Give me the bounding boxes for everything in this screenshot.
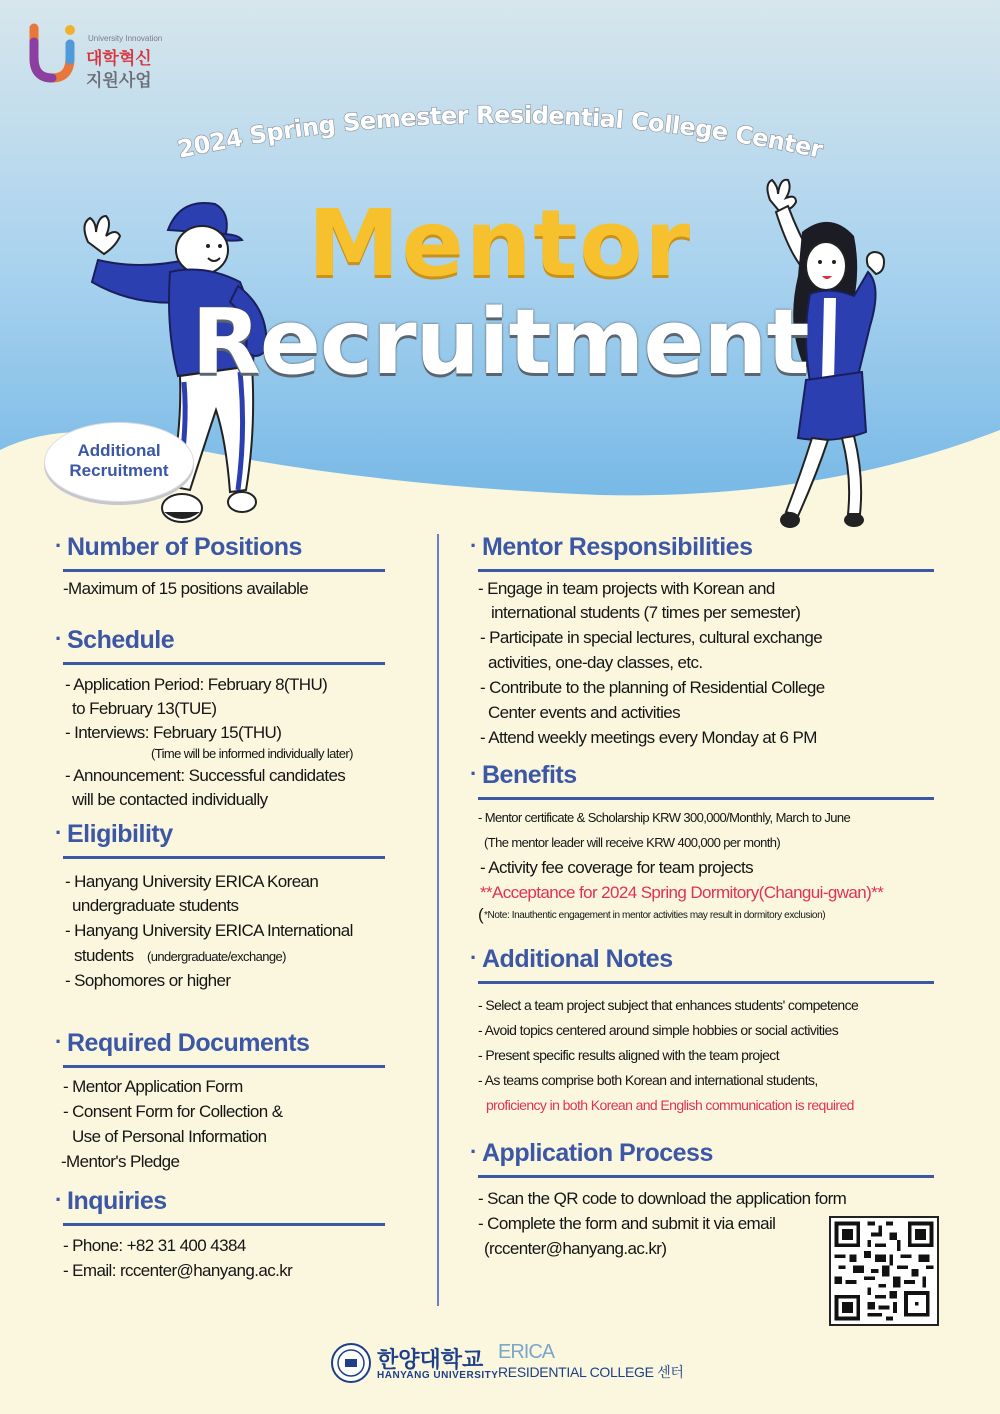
section-positions-header — [55, 533, 390, 573]
section-process-header — [470, 1139, 940, 1179]
documents-line-2: Use of Personal Information — [72, 1127, 267, 1146]
notes-language-highlight: proficiency in both Korean and English communication is required — [486, 1097, 854, 1113]
footer-residential-college: RESIDENTIAL COLLEGE 센터 — [498, 1364, 684, 1380]
eligibility-line-5: - Sophomores or higher — [65, 971, 231, 990]
section-rule — [63, 662, 385, 665]
bullet-dot: · — [470, 1139, 478, 1164]
university-innovation-logo — [22, 18, 162, 88]
bullet-dot: · — [55, 820, 63, 845]
section-title-documents: Required Documents — [67, 1029, 310, 1057]
section-schedule-header — [55, 626, 390, 666]
responsibilities-line-4: - Contribute to the planning of Residential College — [480, 678, 825, 697]
bullet-dot: · — [470, 761, 478, 786]
bullet-dot: · — [55, 626, 63, 651]
notes-line-3: - As teams comprise both Korean and international students, — [478, 1072, 818, 1088]
section-rule — [63, 1065, 385, 1068]
additional-recruitment-badge — [44, 422, 194, 502]
benefits-dormitory-highlight: **Acceptance for 2024 Spring Dormitory(Changui-gwan)** — [480, 883, 884, 902]
bullet-dot: · — [470, 945, 478, 970]
section-title-benefits: Benefits — [482, 761, 577, 789]
section-title-eligibility: Eligibility — [67, 820, 173, 848]
subtitle-arc — [150, 92, 850, 172]
section-benefits-header — [470, 761, 940, 801]
process-email[interactable]: (rccenter@hanyang.ac.kr) — [484, 1239, 667, 1258]
process-line-0: - Scan the QR code to download the application form — [478, 1189, 847, 1208]
section-responsibilities-header — [470, 533, 940, 573]
responsibilities-line-1: international students (7 times per semester) — [491, 603, 801, 622]
inquiries-email[interactable]: - Email: rccenter@hanyang.ac.kr — [63, 1261, 293, 1280]
notes-line-2: - Present specific results aligned with the team project — [478, 1047, 779, 1063]
schedule-line-5: will be contacted individually — [72, 790, 268, 809]
section-title-process: Application Process — [482, 1139, 713, 1167]
section-rule — [478, 797, 934, 800]
eligibility-line-2: - Hanyang University ERICA International — [65, 921, 353, 940]
benefits-note: *Note: Inauthentic engagement in mentor activities may result in dormitory exclusion) — [484, 910, 826, 921]
benefits-line-2: - Activity fee coverage for team projects — [480, 858, 754, 877]
section-title-notes: Additional Notes — [482, 945, 673, 973]
benefits-line-1: (The mentor leader will receive KRW 400,000 per month) — [484, 835, 781, 850]
responsibilities-line-5: Center events and activities — [488, 703, 681, 722]
benefits-line-0: - Mentor certificate & Scholarship KRW 300,000/Monthly, March to June — [478, 810, 851, 825]
eligibility-line-3: students — [74, 946, 134, 965]
bullet-dot: · — [55, 1187, 63, 1212]
section-rule — [63, 1223, 385, 1226]
application-qr-code[interactable] — [829, 1216, 939, 1326]
title-mentor: Mentor — [308, 190, 692, 297]
documents-line-3: -Mentor's Pledge — [61, 1152, 180, 1171]
section-rule — [478, 1175, 934, 1178]
responsibilities-line-2: - Participate in special lectures, cultural exchange — [480, 628, 823, 647]
column-divider — [437, 534, 439, 1306]
notes-line-0: - Select a team project subject that enhances students' competence — [478, 997, 859, 1013]
section-title-inquiries: Inquiries — [67, 1187, 167, 1215]
eligibility-line-0: - Hanyang University ERICA Korean — [65, 872, 319, 891]
section-rule — [478, 981, 934, 984]
badge-line2: Recruitment — [69, 461, 169, 480]
eligibility-line-4: (undergraduate/exchange) — [147, 949, 286, 964]
schedule-line-2: - Interviews: February 15(THU) — [65, 723, 282, 742]
section-documents-header — [55, 1029, 390, 1069]
schedule-line-4: - Announcement: Successful candidates — [65, 766, 346, 785]
footer-university-kr: 한양대학교 — [377, 1347, 484, 1372]
schedule-line-3: (Time will be informed individually later) — [151, 746, 353, 761]
responsibilities-line-0: - Engage in team projects with Korean and — [478, 579, 775, 598]
benefits-note-paren: ( — [478, 905, 484, 924]
hanyang-seal-icon — [331, 1343, 371, 1383]
responsibilities-line-3: activities, one-day classes, etc. — [488, 653, 703, 672]
schedule-line-1: to February 13(TUE) — [72, 699, 217, 718]
inquiries-phone: - Phone: +82 31 400 4384 — [63, 1236, 246, 1255]
section-inquiries-header — [55, 1187, 390, 1227]
badge-line1: Additional — [77, 441, 161, 460]
footer-erica-logo: ERICA — [498, 1341, 555, 1363]
section-title-schedule: Schedule — [67, 626, 175, 654]
bullet-dot: · — [470, 533, 478, 558]
section-rule — [63, 856, 385, 859]
section-title-responsibilities: Mentor Responsibilities — [482, 533, 753, 561]
innovation-logo-icon — [26, 22, 82, 84]
notes-line-1: - Avoid topics centered around simple hobbies or social activities — [478, 1022, 839, 1038]
documents-line-1: - Consent Form for Collection & — [63, 1102, 283, 1121]
documents-line-0: - Mentor Application Form — [63, 1077, 243, 1096]
logo-line2: 지원사업 — [86, 71, 152, 90]
page-subtitle: 2024 Spring Semester Residential College Center — [175, 100, 825, 164]
footer-university-en: HANYANG UNIVERSITY — [377, 1370, 499, 1381]
schedule-line-0: - Application Period: February 8(THU) — [65, 675, 328, 694]
positions-line-0: -Maximum of 15 positions available — [63, 579, 309, 598]
title-recruitment: Recruitment — [191, 290, 809, 395]
svg-text:2024 Spring Semester Residenti — [175, 101, 825, 164]
process-line-1: - Complete the form and submit it via email — [478, 1214, 776, 1233]
logo-line1: 대학혁신 — [86, 49, 152, 68]
section-eligibility-header — [55, 820, 390, 860]
section-rule — [478, 569, 934, 572]
section-notes-header — [470, 945, 940, 985]
responsibilities-line-6: - Attend weekly meetings every Monday at 6 PM — [480, 728, 817, 747]
bullet-dot: · — [55, 1029, 63, 1054]
section-rule — [63, 569, 385, 572]
section-title-positions: Number of Positions — [67, 533, 302, 561]
eligibility-line-1: undergraduate students — [72, 896, 239, 915]
logo-small-text: University Innovation — [88, 34, 163, 43]
bullet-dot: · — [55, 533, 63, 558]
